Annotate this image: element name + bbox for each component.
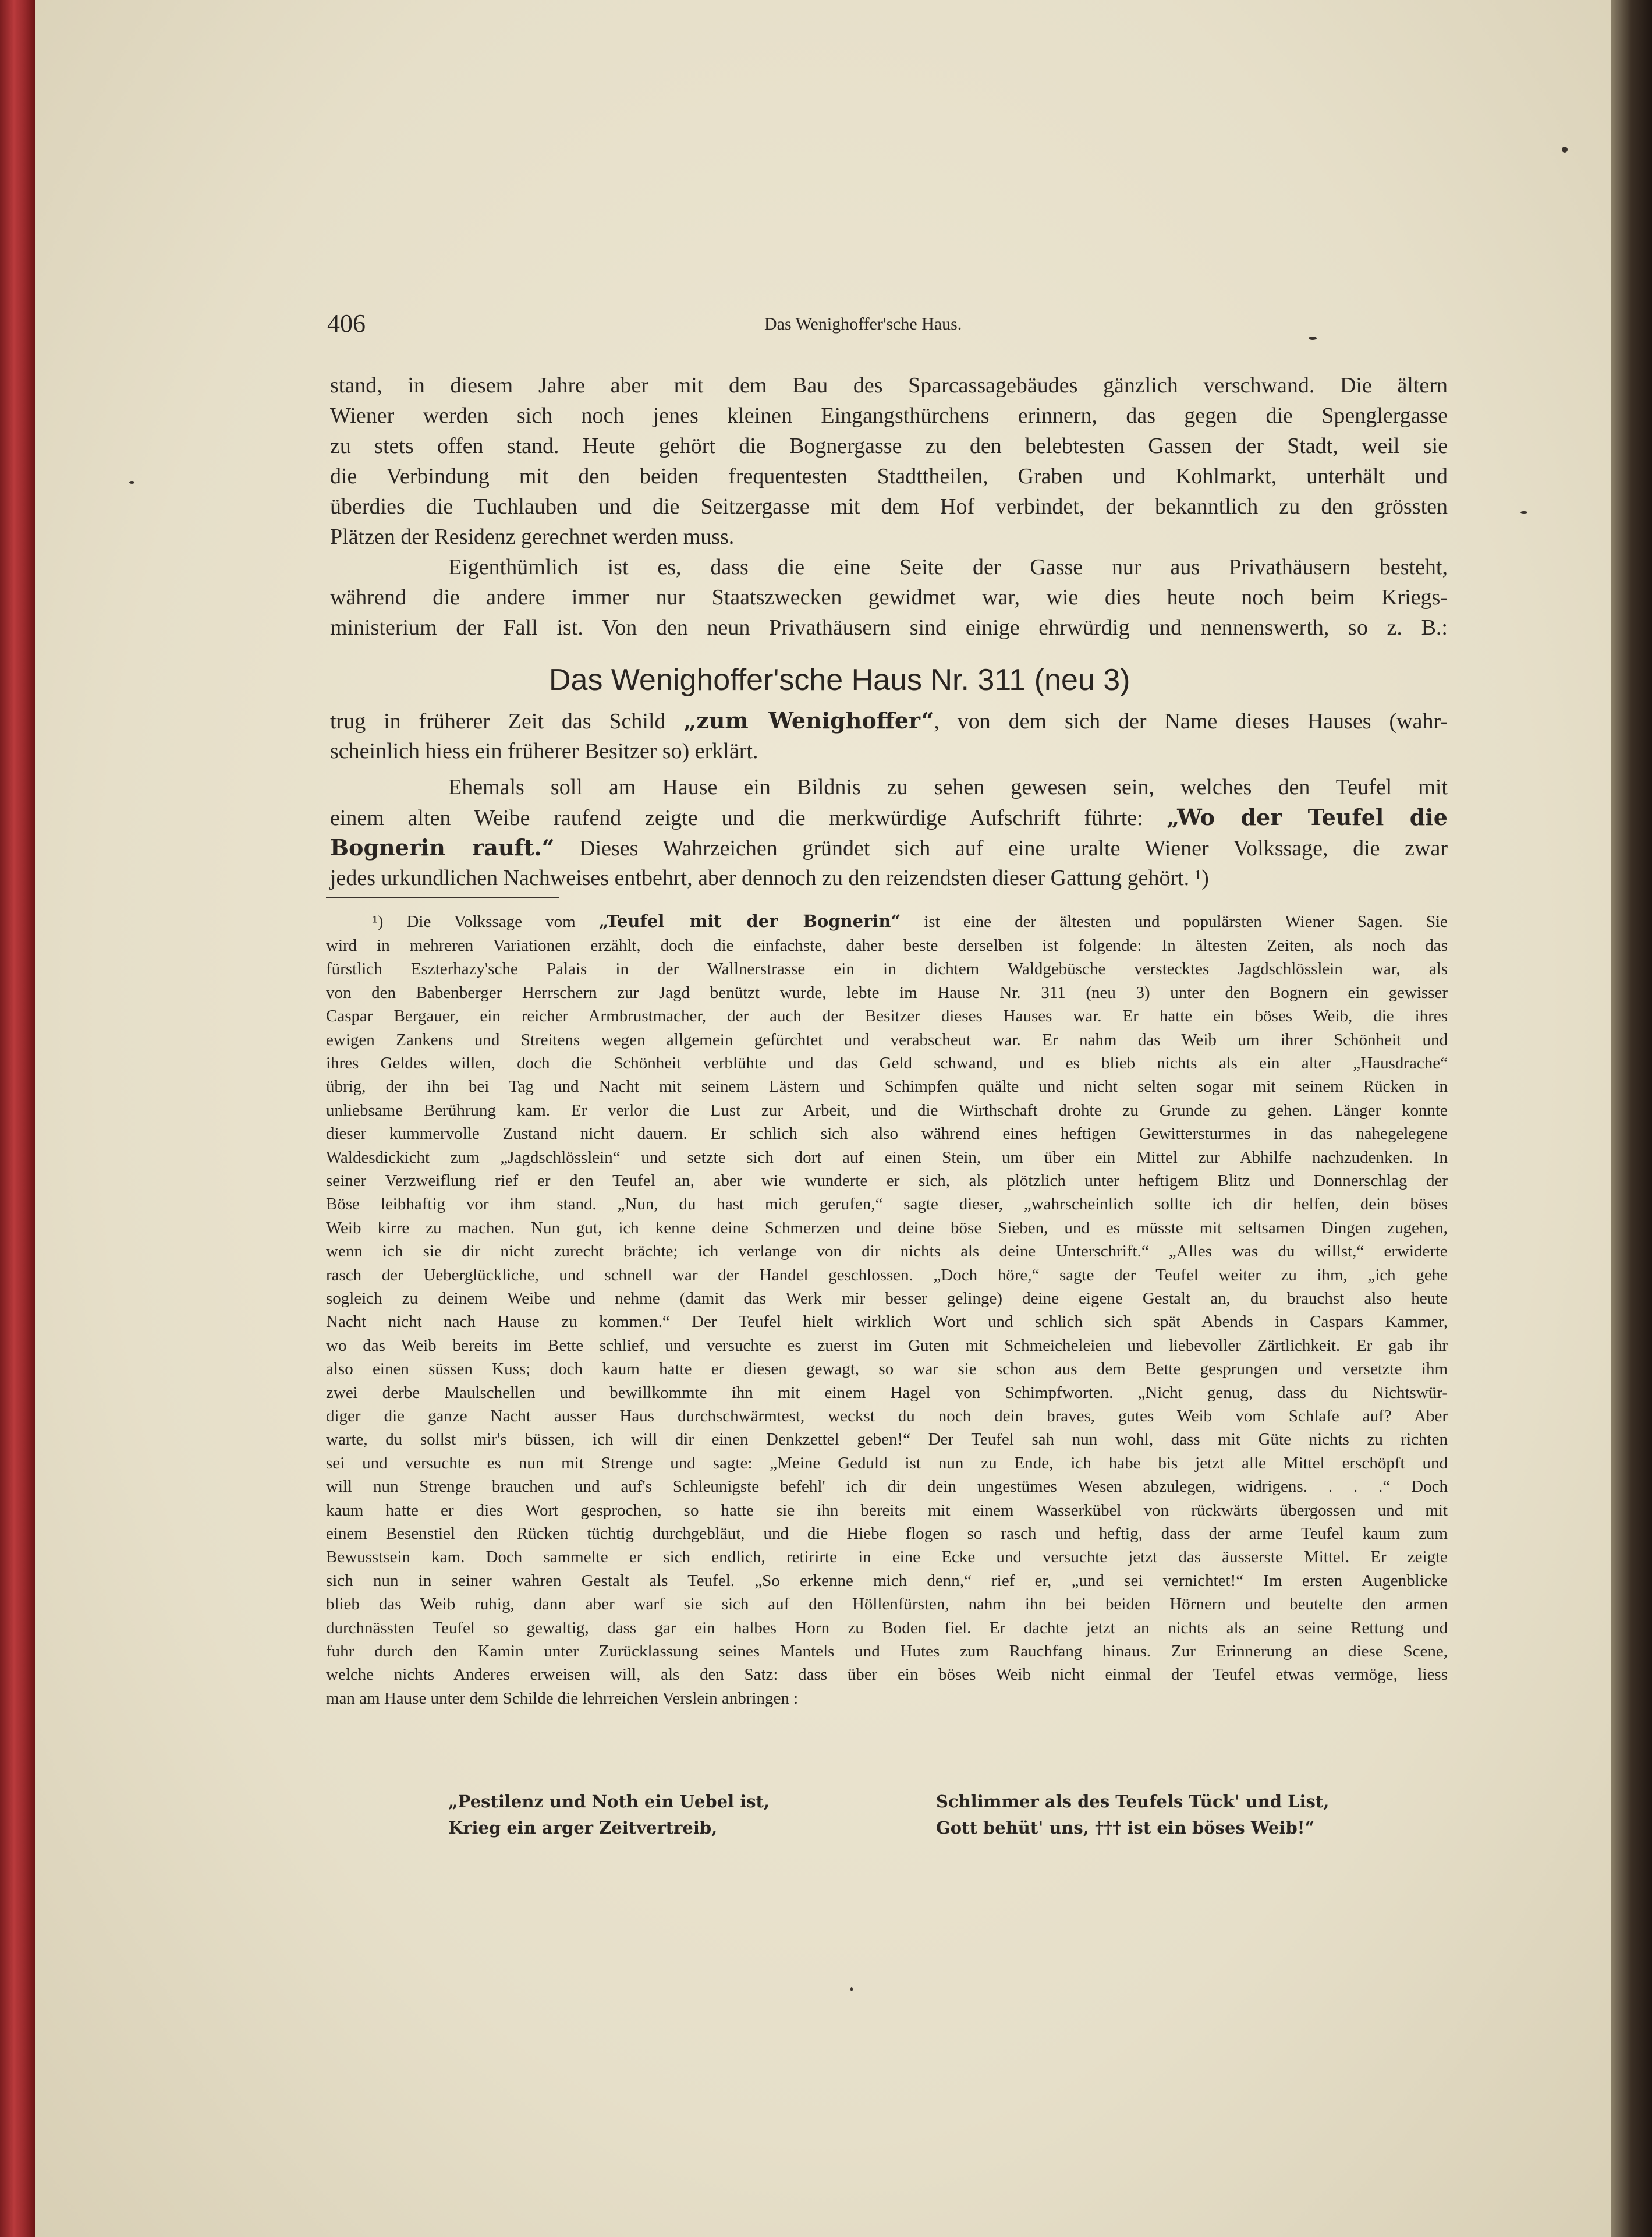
blackletter-quote: „Wo der Teufel die <box>1167 804 1448 830</box>
footnote-line: sich nun in seiner wahren Gestalt als Teufel. „So erkenne mich denn,“ rief er, „und sei vernichtet!“ Im ersten Augenblicke <box>326 1571 1448 1590</box>
body-line: ministerium der Fall ist. Von den neun Privathäusern sind einige ehrwürdig und nennenswerth, so z. B.: <box>330 615 1448 640</box>
verse-line: „Pestilenz und Noth ein Uebel ist, <box>448 1792 770 1811</box>
body-line: Wiener werden sich noch jenes kleinen Eingangsthürchens erinnern, das gegen die Spenglergasse <box>330 403 1448 428</box>
verse-line: Krieg ein arger Zeitvertreib, <box>448 1818 718 1838</box>
footnote-line: will nun Strenge brauchen und auf's Schleunigste befehl' ich dir dein ungestümes Wesen abzulegen, widrigens. . . .“ Doch <box>326 1477 1448 1496</box>
footnote-line: sogleich zu deinem Weibe und nehme (damit das Werk mir besser gelinge) deine eigene Gestalt an, du brauchst also heute <box>326 1289 1448 1308</box>
text-run: Dieses Wahrzeichen gründet sich auf eine uralte Wiener Volkssage, die zwar <box>554 836 1448 861</box>
footnote-line: rasch der Ueberglückliche, und schnell war der Handel geschlossen. „Doch höre,“ sagte der Teufel weiter zu ihm, „ich gehe <box>326 1266 1448 1284</box>
body-line <box>330 833 1448 863</box>
footnote-line: wo das Weib bereits im Bette schlief, und versuchte es zuerst im Guten mit Schmeicheleien und liebevoller Zärtlichkeit. Er gab ihr <box>326 1336 1448 1355</box>
paper-speck <box>1309 337 1317 340</box>
footnote-line: Böse leibhaftig vor ihm stand. „Nun, du hast mich gerufen,“ sagte dieser, „wahrscheinlich sollte ich dir helfen, dein böses <box>326 1195 1448 1213</box>
footnote-line: Nacht nicht nach Hause zu kommen.“ Der Teufel hielt wirklich Wort und schlich sich spät Abends in Caspars Kammer, <box>326 1312 1448 1331</box>
footnote-line: warte, du sollst mir's büssen, ich will dir einen Denkzettel geben!“ Der Teufel sah nun wohl, dass mit Güte nichts zu richten <box>326 1430 1448 1449</box>
footnote-line: ihres Geldes willen, doch die Schönheit verblühte und das Geld schwand, und es blieb nichts als ein alter „Hausdrache“ <box>326 1054 1448 1073</box>
footnote-line: Waldesdickicht zum „Jagdschlösslein“ und setzte sich dort auf einen Stein, um über ein Mittel zur Abhilfe nachzudenken. In <box>326 1148 1448 1167</box>
footnote-line: seiner Verzweiflung rief er den Teufel an, aber wie wunderte er sich, als plötzlich unter heftigem Blitz und Donnerschlag der <box>326 1171 1448 1190</box>
footnote-rule <box>326 897 559 898</box>
body-line <box>330 802 1448 833</box>
footnote-line: wenn ich sie dir nicht zurecht brächte; ich verlange von dir nichts als deine Unterschrift.“ „Alles was du willst,“ erwiderte <box>326 1242 1448 1261</box>
footnote-line: Caspar Bergauer, ein reicher Armbrustmacher, der auch der Besitzer dieses Hauses war. Er hatte ein böses Weib, die ihres <box>326 1007 1448 1025</box>
footnote-line: wird in mehreren Variationen erzählt, doch die einfachste, daher beste derselben ist folgende: In ältesten Zeiten, als noch das <box>326 936 1448 955</box>
body-line: zu stets offen stand. Heute gehört die Bognergasse zu den belebtesten Gassen der Stadt, weil sie <box>330 434 1448 458</box>
text-run: ¹) Die Volkssage vom <box>373 912 599 931</box>
footnote-line <box>373 909 1448 933</box>
footnote-line: Weib kirre zu machen. Nun gut, ich kenne deine Schmerzen und deine böse Sieben, und es müsste mit seltsamen Dingen zugehen, <box>326 1219 1448 1237</box>
footnote-line: man am Hause unter dem Schilde die lehrreichen Verslein anbringen : <box>326 1689 799 1708</box>
footnote-line: unliebsame Berührung kam. Er verlor die Lust zur Arbeit, und die Wirthschaft drohte zu Grunde zu gehen. Länger konnte <box>326 1101 1448 1120</box>
text-run: trug in früherer Zeit das Schild <box>330 709 684 734</box>
footnote-line: übrig, der ihn bei Tag und Nacht mit seinem Lästern und Schimpfen quälte und nicht selten sogar mit seinem Rücken in <box>326 1077 1448 1096</box>
footnote-line: fuhr durch den Kamin unter Zurücklassung seines Mantels und Hutes zum Rauchfang hinaus. Zur Erinnerung an diese Scene, <box>326 1642 1448 1661</box>
footnote-line: also einen süssen Kuss; doch kaum hatte er diesen gewagt, so war sie schon aus dem Bette gesprungen und versetzte ihm <box>326 1360 1448 1378</box>
footnote-line: sei und versuchte es nun mit Strenge und sagte: „Meine Geduld ist nun zu Ende, ich habe bis jetzt alle Mittel erschöpft und <box>326 1454 1448 1473</box>
page-number: 406 <box>327 309 366 338</box>
footnote-line: welche nichts Anderes erweisen will, als den Satz: dass über ein böses Weib nicht einmal der Teufel etwas vermöge, liess <box>326 1665 1448 1684</box>
blackletter-quote: „Teufel mit der Bognerin“ <box>598 911 901 931</box>
body-line: Plätzen der Residenz gerechnet werden muss. <box>330 525 735 549</box>
verse-line: Schlimmer als des Teufels Tück' und List, <box>936 1792 1330 1811</box>
body-line: scheinlich hiess ein früherer Besitzer so) erklärt. <box>330 739 758 763</box>
body-line: stand, in diesem Jahre aber mit dem Bau des Sparcassagebäudes gänzlich verschwand. Die ältern <box>330 373 1448 398</box>
footnote-line: diger die ganze Nacht ausser Haus durchschwärmtest, weckst du noch dein braves, gutes Weib vom Schlafe auf? Aber <box>326 1407 1448 1425</box>
paper-speck <box>850 1987 853 1991</box>
section-heading: Das Wenighoffer'sche Haus Nr. 311 (neu 3) <box>549 663 1130 697</box>
footnote-line: dieser kummervolle Zustand nicht dauern. Er schlich sich also während eines heftigen Gewittersturmes in das nahegelegene <box>326 1124 1448 1143</box>
body-line: jedes urkundlichen Nachweises entbehrt, aber dennoch zu den reizendsten dieser Gattung gehört. ¹) <box>330 866 1209 890</box>
footnote-line: kaum hatte er dies Wort gesprochen, so hatte sie ihn bereits mit einem Wasserkübel von rückwärts übergossen und mit <box>326 1501 1448 1520</box>
page-gutter-shadow <box>1611 0 1652 2237</box>
body-line: überdies die Tuchlauben und die Seitzergasse mit dem Hof verbindet, der bekanntlich zu den grössten <box>330 494 1448 519</box>
body-line: Eigenthümlich ist es, dass die eine Seite der Gasse nur aus Privathäusern besteht, <box>448 555 1448 579</box>
body-line: während die andere immer nur Staatszwecken gewidmet war, wie dies heute noch beim Kriegs- <box>330 585 1448 610</box>
blackletter-quote: „zum Wenighoffer“ <box>683 707 934 734</box>
footnote-line: einem Besenstiel den Rücken tüchtig durchgebläut, und die Hiebe flogen so rasch und heftig, dass der arme Teufel kaum zum <box>326 1524 1448 1543</box>
running-head: Das Wenighoffer'sche Haus. <box>764 314 962 334</box>
paper-speck <box>1562 147 1568 153</box>
paper-speck <box>1520 511 1527 514</box>
footnote-line: Bewusstsein kam. Doch sammelte er sich endlich, retirirte in eine Ecke und versuchte jetzt das äusserste Mittel. Er zeigte <box>326 1548 1448 1566</box>
footnote-line: durchnässten Teufel so gewaltig, dass gar ein halbes Horn zu Boden fiel. Er dachte jetzt an nichts als an seine Rettung und <box>326 1619 1448 1637</box>
body-line: Ehemals soll am Hause ein Bildnis zu sehen gewesen sein, welches den Teufel mit <box>448 775 1448 799</box>
verse-line: Gott behüt' uns, ††† ist ein böses Weib!“ <box>936 1818 1315 1838</box>
footnote-line: von den Babenberger Herrschern zur Jagd benützt wurde, lebte im Hause Nr. 311 (neu 3) unter den Bognern ein gewisser <box>326 983 1448 1002</box>
blackletter-quote: Bognerin rauft.“ <box>330 834 555 861</box>
body-line <box>330 706 1448 737</box>
text-run: , von dem sich der Name dieses Hauses (wahr- <box>934 709 1448 734</box>
footnote-line: blieb das Weib ruhig, dann aber warf sie sich auf den Höllenfürsten, nahm ihn bei beiden Hörnern und beutelte den armen <box>326 1595 1448 1613</box>
text-run: einem alten Weibe raufend zeigte und die merkwürdige Aufschrift führte: <box>330 806 1167 830</box>
footnote-line: fürstlich Eszterhazy'sche Palais in der Wallnerstrasse ein in dichtem Waldgebüsche verstecktes Jagdschlösslein war, als <box>326 960 1448 978</box>
text-run: ist eine der ältesten und populärsten Wiener Sagen. Sie <box>901 912 1448 931</box>
footnote-line: ewigen Zankens und Streitens wegen allgemein gefürchtet und verabscheut war. Er nahm das Weib um ihrer Schönheit und <box>326 1031 1448 1049</box>
book-edge <box>0 0 35 2237</box>
paper-speck <box>129 481 134 484</box>
body-line: die Verbindung mit den beiden frequentesten Stadttheilen, Graben und Kohlmarkt, unterhält und <box>330 464 1448 489</box>
footnote-line: zwei derbe Maulschellen und bewillkommte ihn mit einem Hagel von Schimpfworten. „Nicht genug, dass du Nichtswür- <box>326 1383 1448 1402</box>
